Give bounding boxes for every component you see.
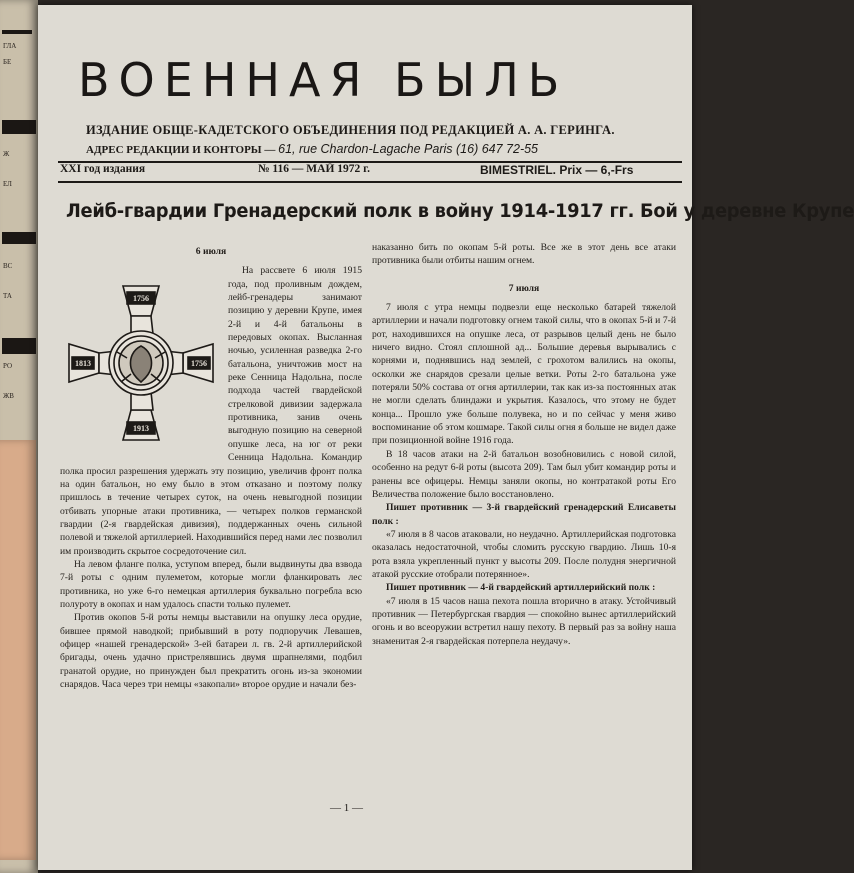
paragraph: В 18 часов атаки на 2-й батальон возобновились с новой силой, особенно на редут 6-й роты (высота 209). Там был убит командир роты и ранены все офицеры. Немцы заняли окопы, но контратакой роты Его Величества положение было восстановлено. <box>372 448 676 500</box>
cross-label-right: 1756 <box>191 359 207 369</box>
paragraph: На рассвете 6 июля 1915 года, под проливным дождем, лейб-гренадеры занимают позицию у деревни Крупе, имея 2-й и 4-й батальоны в передовых окопах. Высланная ночью, усиленная разведка 2-го батальона, уничтожив мост на реке Сенница Надольна, после подхода частей гвардейской стрелковой дивизии задержала противника, занив очень выгодную позицию на северной опушке леса, на юг от реки Сенница Надольна. Командир полка просил разрешения удержать эту позицию, увеличив фронт полка на один батальон, но ему было в этом отказано и поэтому полку пришлось в течение четырех суток, на очень невыгодной позиции отбивать упорные атаки противника, — четырех полков германской гвардии (2-я гвардейская дивизия), поддержанных очень сильной полевой и тяжелой артиллерией. Находившийся перед нами лес позволил им производить скрытое сосредоточение сил. <box>60 265 362 557</box>
strip-text-1: ГЛА <box>3 42 17 50</box>
address-label: АДРЕС РЕДАКЦИИ И КОНТОРЫ — <box>86 144 276 156</box>
document-page <box>38 5 854 870</box>
address-text: 61, rue Chardon-Lagache Paris (16) 647 72-55 <box>278 142 539 156</box>
strip-rule <box>2 30 32 34</box>
strip-block <box>2 120 36 134</box>
paragraph: Против окопов 5-й роты немцы выставили на опушку леса орудие, бившее прямой наводкой; прибывший в роту подпоручик Левашев, офицер «нашей гренадерской» 3-ей батареи л. гв. 2-й артиллерийской бригады, очень удачно пристрелявшись двумя шрапнелями, подбил гранатой орудие, но принужден был прекратить огонь из-за экономии снарядов. Часа через три немцы «закопали» второе орудие и начали без- <box>60 612 362 690</box>
paragraph: На левом фланге полка, уступом вперед, были выдвинуты два взвода 7-й роты с одним пулеметом, которые могли фланкировать лес противника, но уже 6-го немецкая артиллерия буквально погребла всю полуроту в окопах и нам удалось спасти только пулемет. <box>60 558 362 610</box>
page-number: — 1 — <box>330 802 363 814</box>
paragraph-continued: наказанно бить по окопам 5-й роты. Все же в этот день все атаки противника были отбиты нашим огнем. <box>372 242 676 267</box>
issue-price: BIMESTRIEL. Prix — 6,-Frs <box>480 163 634 177</box>
enemy-quote-2: «7 июля в 15 часов наша пехота пошла вторично в атаку. Устойчивый противник — Петербургская гвардия — спокойно вынес артиллерийский огонь и во всеоружии встретил нашу пехоту. В первый раз за войну наша знаменитая 2-я гвардейская потерпела неудачу». <box>372 595 676 647</box>
strip-block <box>2 232 36 244</box>
cross-label-bottom: 1913 <box>133 424 149 434</box>
masthead-subtitle: ИЗДАНИЕ ОБЩЕ-КАДЕТСКОГО ОБЪЕДИНЕНИЯ ПОД РЕДАКЦИЕЙ А. А. ГЕРИНГА. <box>86 123 615 137</box>
issue-number: № 116 — МАЙ 1972 г. <box>258 163 370 175</box>
strip-text-2: БЕ <box>3 58 12 66</box>
cross-label-left: 1813 <box>75 359 91 369</box>
issue-year: XXI год издания <box>60 163 146 175</box>
article-headline: Лейб-гвардии Гренадерский полк в войну 1914-1917 гг. Бой у деревне Крупе <box>66 200 854 222</box>
paragraph: 7 июля с утра немцы подвезли еще несколько батарей тяжелой артиллерии и начали подготовку огнем такой силы, что в окопах 5-й и 7-й рот, находившихся на опушке леса, от разрывов целый день не было ничего видно. Стоял сплошной ад... Большие деревья вырывались с корнями и, поднявшись над землей, с грохотом валились на окопы, осколки же снарядов срезали целые ветки. Роты 2-го батальона уже потеряли 50% состава от огня артиллерии, так как из-за постоянных атак не могли сделать блиндажи и укрытия. Казалось, что этому не будет конца... Прошло уже больше полувека, но и по сейчас у меня живо воспоминание об этом кошмаре. Такой силы огня я больше не видел даже при позиционной войне 1916 года. <box>372 302 676 447</box>
enemy-heading-2: Пишет противник — 4-й гвардейский артиллерийский полк : <box>386 582 656 594</box>
orange-cover-edge <box>0 440 36 860</box>
strip-text-4: ЕЛ <box>3 180 12 188</box>
article-column-right <box>372 241 676 807</box>
adjacent-page-edge <box>0 0 38 873</box>
section-heading-july-7: 7 июля <box>508 282 540 294</box>
cross-label-top: 1756 <box>133 294 149 304</box>
strip-text-6: ТА <box>3 292 12 300</box>
strip-text-5: ВС <box>3 262 13 270</box>
issue-rule <box>58 181 682 183</box>
masthead-title: ВОЕННАЯ БЫЛЬ <box>78 53 569 107</box>
regimental-cross-icon <box>60 278 222 448</box>
issue-bar <box>60 163 680 179</box>
article-column-left <box>60 241 362 807</box>
strip-block <box>2 338 36 354</box>
enemy-quote-1: «7 июля в 8 часов атаковали, но неудачно. Артиллерийская подготовка оказалась недостаточной, чтобы сломить русскую гвардию. Лишь 10-я рота взяла укрепленный пункт у высоты 209. После полудня энергичной атакой русские отобрали потерянное». <box>372 528 676 580</box>
strip-text-3: Ж <box>3 150 10 158</box>
strip-text-7: РО <box>3 362 13 370</box>
enemy-heading-1: Пишет противник — 3-й гвардейский гренадерский Елисаветы полк : <box>372 502 676 527</box>
section-heading-july-6: 6 июля <box>195 246 227 257</box>
strip-text-8: ЖВ <box>3 392 14 400</box>
masthead-address-line <box>86 142 538 156</box>
